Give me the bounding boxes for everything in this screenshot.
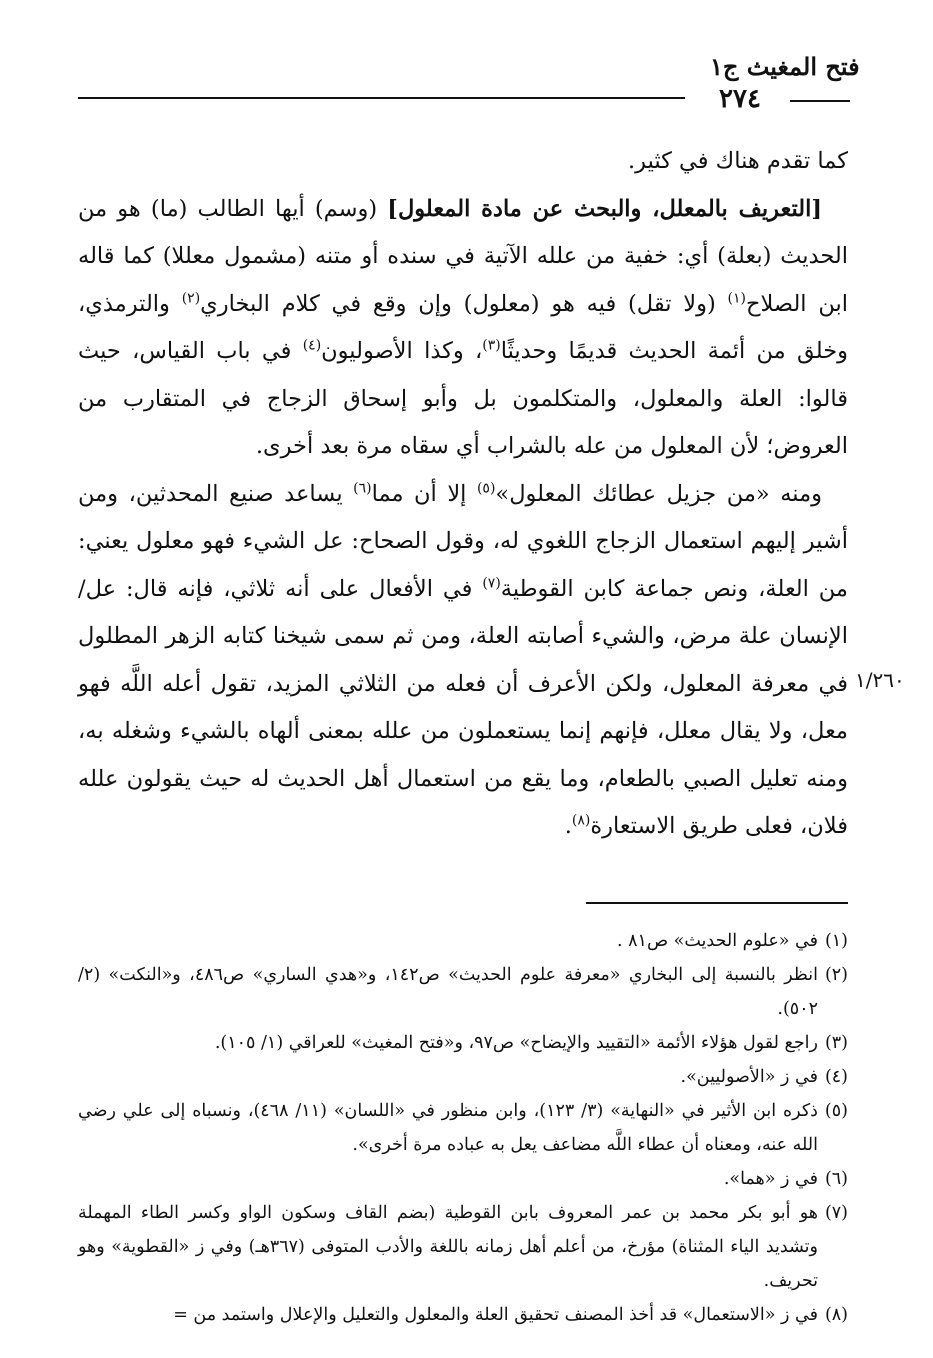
footnote-text: في ز «الاستعمال» قد أخذ المصنف تحقيق العلة والمعلول والتعليل والإعلال واستمد من = (173, 1305, 818, 1325)
text-run: يساعد صنيع المحدثين، ومن أشير إليهم استعمال الزجاج اللغوي له، وقول الصحاح: عل الشيء فهو معلول يعني: من العلة، ونص جماعة كابن القوطية (78, 480, 848, 602)
page-number: ٢٧٤ (719, 84, 761, 114)
margin-page-reference: ١/٢٦٠ (855, 668, 905, 692)
footnote (78, 1094, 848, 1162)
footnote (78, 1162, 848, 1196)
paragraph (78, 138, 848, 186)
footnote-separator (586, 902, 848, 904)
text-run: والترمذي، وخلق من أئمة الحديث قديمًا وحديثًا (78, 290, 849, 364)
text-run: إلا أن مما (371, 480, 477, 507)
footnote-ref[interactable]: (١) (727, 290, 746, 306)
footnotes (78, 924, 848, 1332)
paragraph (78, 471, 848, 851)
text-run: ومنه «من جزيل عطائك المعلول» (495, 480, 822, 507)
text-run: كما تقدم هناك في كثير. (628, 148, 848, 174)
footnote-number: (٢) (824, 965, 848, 985)
footnote (78, 1196, 848, 1298)
text-run: (ولا تقل) فيه هو (معلول) وإن وقع في كلام البخاري (200, 290, 728, 317)
text-run: . (564, 813, 572, 839)
footnote-number: (٧) (824, 1203, 848, 1223)
footnote-text: في ز «الأصوليين». (680, 1067, 818, 1087)
footnote-ref[interactable]: (٢) (181, 290, 201, 306)
footnote (78, 1060, 848, 1094)
footnote-number: (٤) (824, 1067, 848, 1087)
text-run: ، وكذا الأصوليون (321, 338, 483, 364)
header-rule-short (790, 100, 850, 102)
footnote-ref[interactable]: (٨) (571, 812, 591, 829)
footnote-ref[interactable]: (٥) (476, 480, 496, 496)
footnote-text: انظر بالنسبة إلى البخاري «معرفة علوم الحديث» ص١٤٢، و«هدي الساري» ص٤٨٦، و«النكت» (٢/ ٥٠٢). (78, 965, 818, 1019)
footnote-ref[interactable]: (٤) (302, 337, 322, 354)
footnote (78, 1026, 848, 1060)
main-text (78, 138, 848, 851)
text-run: في الأفعال على أنه ثلاثي، فإنه قال: عل/ الإنسان علة مرض، والشيء أصابته العلة، ومن ثم سمى شيخنا كتابه الزهر المطلول في معرفة المعلول، ولكن الأعرف أن فعله من الثلاثي المزيد، تقول أعله اللَّه فهو معل، ولا يقال معلل، فإنهم إنما يستعملون من علله بمعنى ألهاه بالشيء وشغله به، ومنه تعليل الصبي بالطعام، وما يقع من استعمال أهل الحديث له حيث يقولون علله فلان، فعلى طريق الاستعارة (78, 575, 848, 839)
footnote-text: راجع لقول هؤلاء الأئمة «التقييد والإيضاح» ص٩٧، و«فتح المغيث» للعراقي (١/ ١٠٥). (214, 1033, 818, 1053)
footnote (78, 958, 848, 1026)
header-rule (78, 97, 685, 99)
footnote-text: هو أبو بكر محمد بن عمر المعروف بابن القوطية (بضم القاف وسكون الواو وكسر الطاء المهملة وتشديد الياء المثناة) مؤرخ، من أعلم أهل زمانه باللغة والأدب المتوفى (٣٦٧هـ) وفي ز «القطوية» وهو تحريف. (78, 1203, 818, 1291)
section-heading: [التعريف بالمعلل، والبحث عن مادة المعلول] (387, 195, 822, 222)
paragraph (78, 186, 848, 471)
footnote-ref[interactable]: (٦) (353, 480, 372, 496)
footnote (78, 924, 848, 958)
footnote-number: (٨) (824, 1305, 848, 1325)
text-run: (وسم) أيها الطالب (ما) هو من الحديث (بعلة) أي: خفية من علله الآتية في سنده أو متنه (مشمول معللا) كما قاله ابن الصلاح (78, 195, 848, 317)
footnote-number: (٥) (824, 1101, 848, 1121)
footnote-text: في «علوم الحديث» ص٨١ . (616, 931, 818, 951)
footnote-ref[interactable]: (٧) (482, 575, 501, 591)
footnote-text: في ز «هما». (723, 1169, 818, 1189)
footnote-text: ذكره ابن الأثير في «النهاية» (٣/ ١٢٣)، وابن منظور في «اللسان» (١١/ ٤٦٨)، ونسباه إلى علي رضي الله عنه، ومعناه أن عطاء اللَّه مضاعف يعل به عباده مرة أخرى». (78, 1101, 818, 1155)
running-title: فتح المغيث ج١ (710, 52, 860, 81)
text-run: في باب القياس، حيث قالوا: العلة والمعلول، والمتكلمون بل وأبو إسحاق الزجاج في المتقارب من العروض؛ لأن المعلول من عله بالشراب أي سقاه مرة بعد أخرى. (78, 338, 848, 459)
footnote-number: (٣) (824, 1033, 848, 1053)
footnote (78, 1298, 848, 1332)
footnote-number: (١) (824, 931, 848, 951)
footnote-number: (٦) (824, 1169, 848, 1189)
footnote-ref[interactable]: (٣) (482, 337, 501, 354)
